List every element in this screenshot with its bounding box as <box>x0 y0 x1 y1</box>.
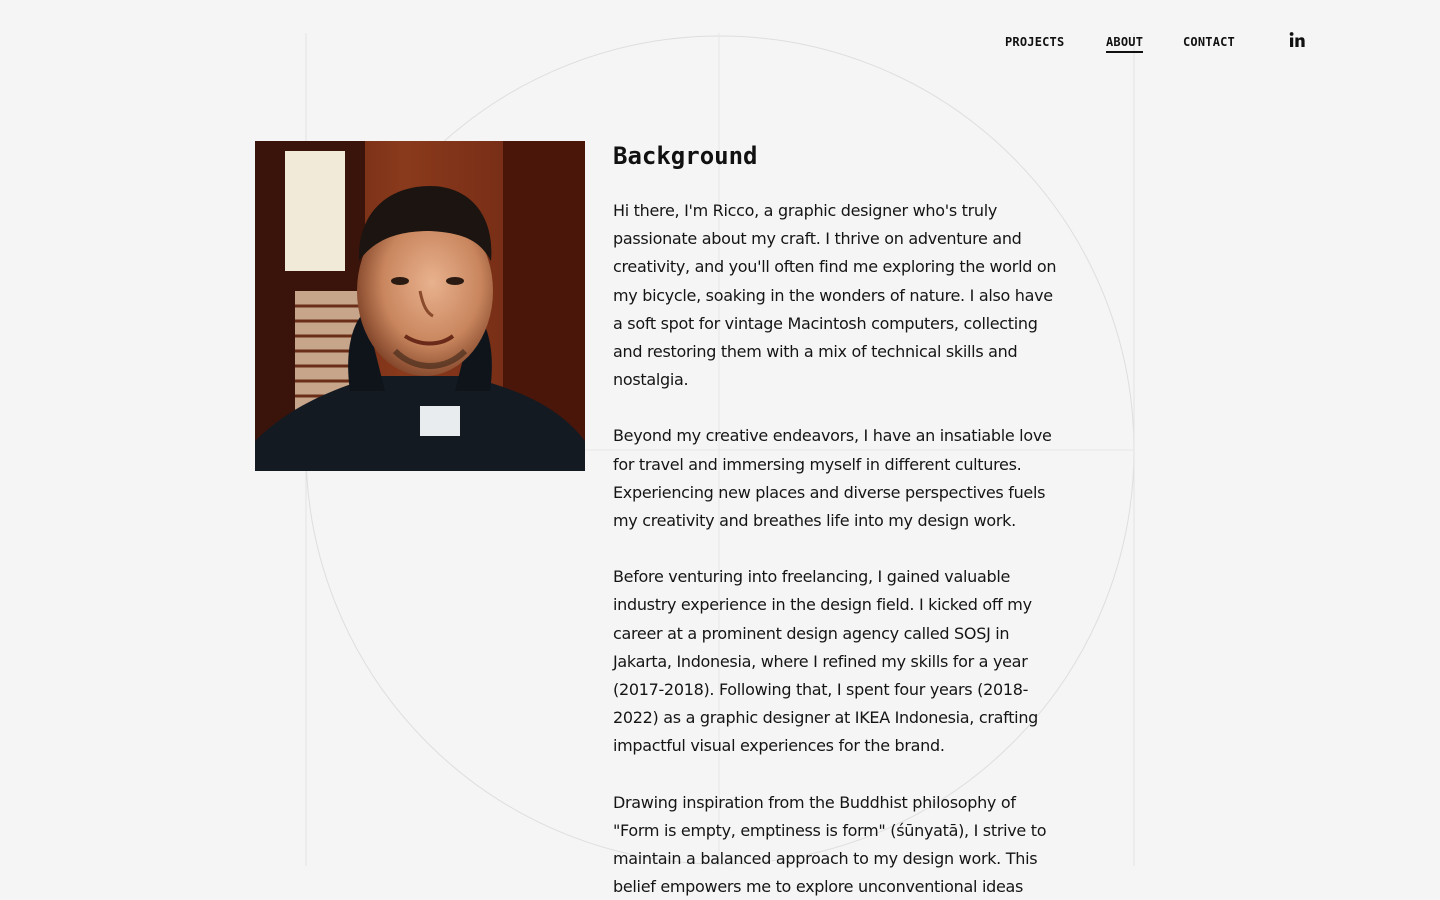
main-nav <box>0 34 1440 54</box>
about-paragraph: Drawing inspiration from the Buddhist philosophy of "Form is empty, emptiness is form" (śūnyatā), I strive to maintain a balanced approach to my design work. This belief empowers me to explore unconventional ideas <box>613 792 1047 897</box>
profile-photo <box>255 141 585 471</box>
nav-link-projects[interactable]: PROJECTS <box>1005 35 1065 49</box>
nav-link-contact[interactable]: CONTACT <box>1183 35 1235 49</box>
about-paragraph: Before venturing into freelancing, I gained valuable industry experience in the design field. I kicked off my career at a prominent design agency called SOSJ in Jakarta, Indonesia, where I refined my skills for a year (2017-2018). Following that, I spent four years (2018-2022) as a graphic designer at IKEA Indonesia, crafting impactful visual experiences for the brand. <box>613 567 1039 756</box>
about-paragraph: Beyond my creative endeavors, I have an insatiable love for travel and immersing myself in different cultures. Experiencing new places and diverse perspectives fuels my creativity and breathes life into my design work. <box>613 426 1052 531</box>
section-heading: Background <box>613 142 758 170</box>
about-content <box>613 141 1063 900</box>
about-paragraph: Hi there, I'm Ricco, a graphic designer who's truly passionate about my craft. I thrive on adventure and creativity, and you'll often find me exploring the world on my bicycle, soaking in the wonders of nature. I also have a soft spot for vintage Macintosh computers, collecting and restoring them with a mix of technical skills and nostalgia. <box>613 201 1057 390</box>
linkedin-icon[interactable] <box>1288 31 1306 49</box>
nav-link-about[interactable]: ABOUT <box>1106 34 1143 53</box>
